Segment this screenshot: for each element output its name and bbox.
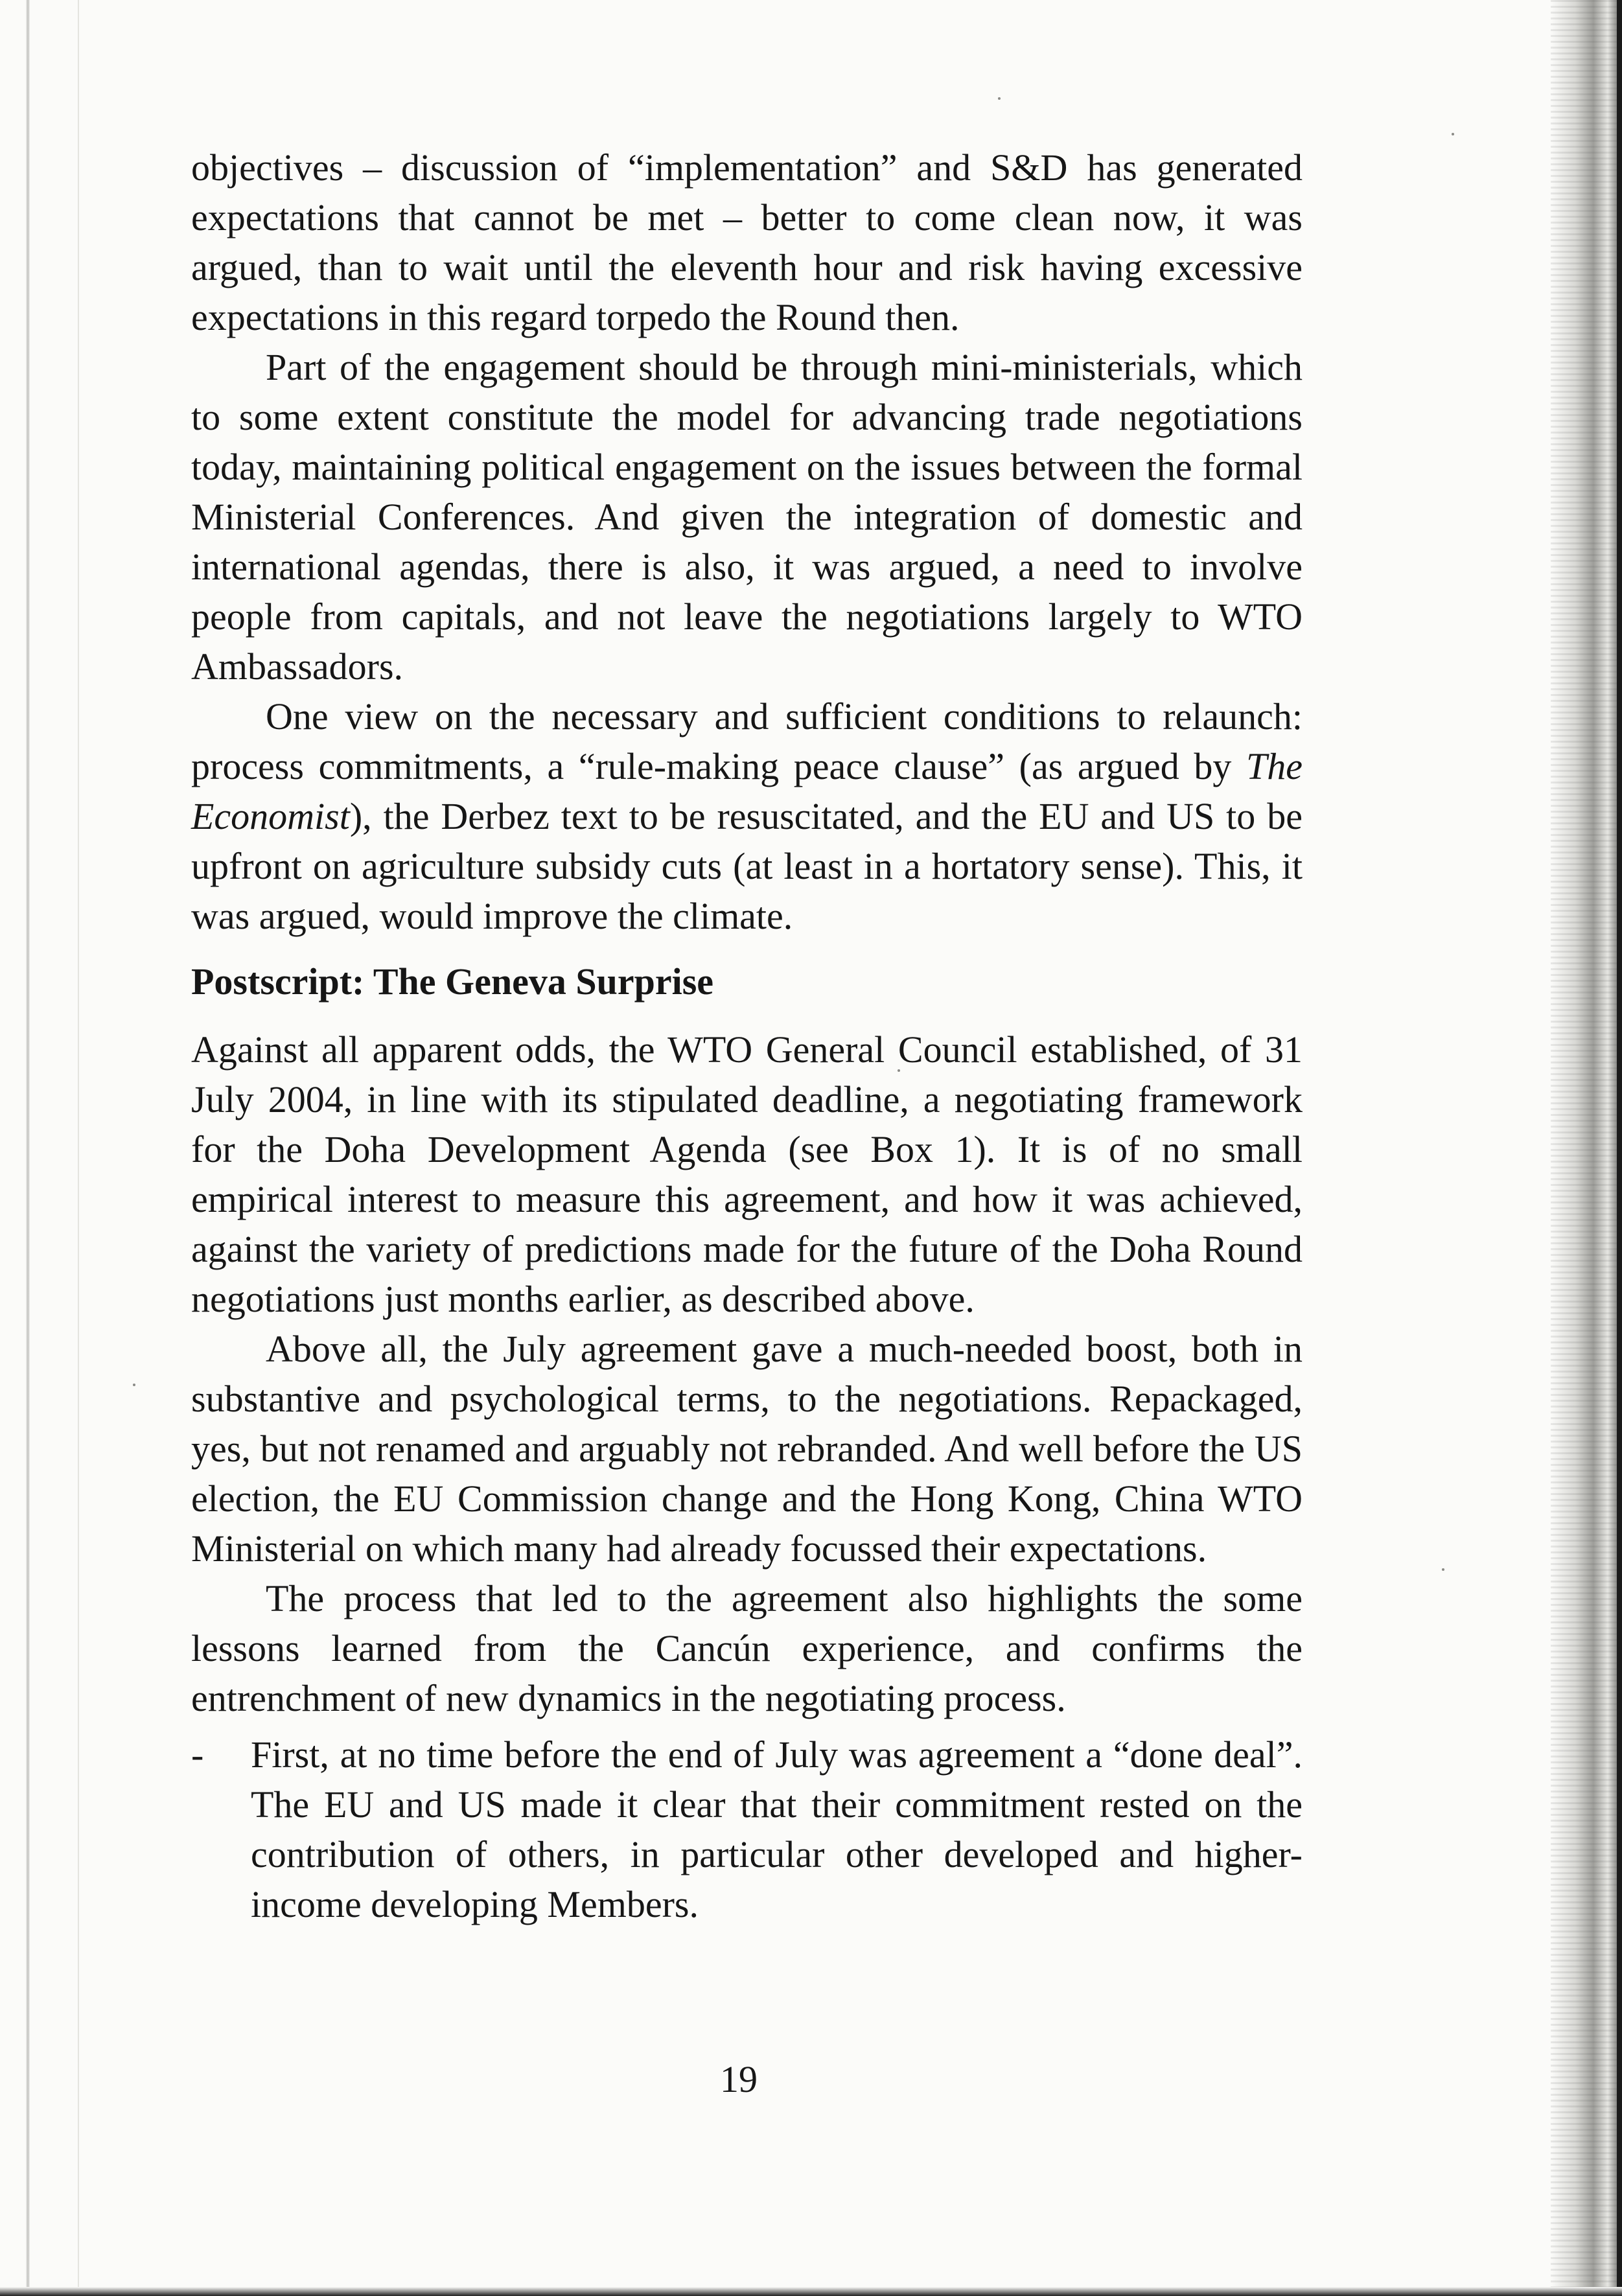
list-item bbox=[191, 1730, 1303, 1929]
paragraph-objectives: objectives – discussion of “implementation” and S&D has generated expectations that cannot be met – better to come clean now, it was argued, than to wait until the eleventh hour and risk having excessive expectations in this regard torpedo the Round then. bbox=[191, 146, 1303, 338]
page-number: 19 bbox=[720, 2058, 758, 2100]
page-edge-right-shadow bbox=[1617, 0, 1622, 2296]
paragraph-relaunch-text-b: ), the Derbez text to be resuscitated, and the EU and US to be upfront on agriculture subsidy cuts (at least in a hortatory sense). This, it was argued, would improve the climate. bbox=[191, 795, 1303, 937]
paragraph-relaunch-conditions bbox=[191, 691, 1303, 941]
page-edge-left bbox=[26, 0, 30, 2296]
scan-speck bbox=[1442, 1568, 1444, 1571]
scan-speck bbox=[133, 1384, 135, 1386]
paragraph-relaunch-text-a: One view on the necessary and sufficient conditions to relaunch: process commitments, a “rule-making peace clause” (as argued by bbox=[191, 695, 1303, 787]
scan-speck bbox=[1452, 133, 1454, 135]
section-heading: Postscript: The Geneva Surprise bbox=[191, 960, 714, 1003]
lessons-list bbox=[191, 1730, 1303, 1929]
page-body bbox=[191, 143, 1303, 1929]
publication-title: The Economist bbox=[191, 745, 1303, 837]
paragraph-july-agreement: Above all, the July agreement gave a much-needed boost, both in substantive and psychological terms, to the negotiations. Repackaged, yes, but not renamed and arguably not rebranded. And well before the US election, the EU Commission change and the Hong Kong, China WTO Ministerial on which many had already focussed their expectations. bbox=[191, 1328, 1303, 1570]
paragraph-mini-ministerials: Part of the engagement should be through mini-ministerials, which to some extent constitute the model for advancing trade negotiations today, maintaining political engagement on the issues between the formal Ministerial Conferences. And given the integration of domestic and international agendas, there is also, it was argued, a need to involve people from capitals, and not leave the negotiations largely to WTO Ambassadors. bbox=[191, 346, 1303, 688]
list-bullet: - bbox=[191, 1734, 204, 1776]
list-item-text: First, at no time before the end of July was agreement a “done deal”. The EU and US made it clear that their commitment rested on the contribution of others, in particular other developed and higher-income developing Members. bbox=[251, 1734, 1303, 1925]
scan-speck bbox=[998, 97, 1001, 100]
page-edge-right bbox=[1551, 0, 1622, 2296]
page-edge-bottom bbox=[0, 2287, 1622, 2296]
paragraph-process-lessons: The process that led to the agreement also highlights the some lessons learned from the Cancún experience, and confirms the entrenchment of new dynamics in the negotiating process. bbox=[191, 1577, 1303, 1719]
page-edge-left-inner bbox=[78, 0, 79, 2296]
paragraph-general-council: Against all apparent odds, the WTO General Council established, of 31 July 2004, in line with its stipulated deadline, a negotiating framework for the Doha Development Agenda (see Box 1). It is of no small empirical interest to measure this agreement, and how it was achieved, against the variety of predictions made for the future of the Doha Round negotiations just months earlier, as described above. bbox=[191, 1028, 1303, 1320]
